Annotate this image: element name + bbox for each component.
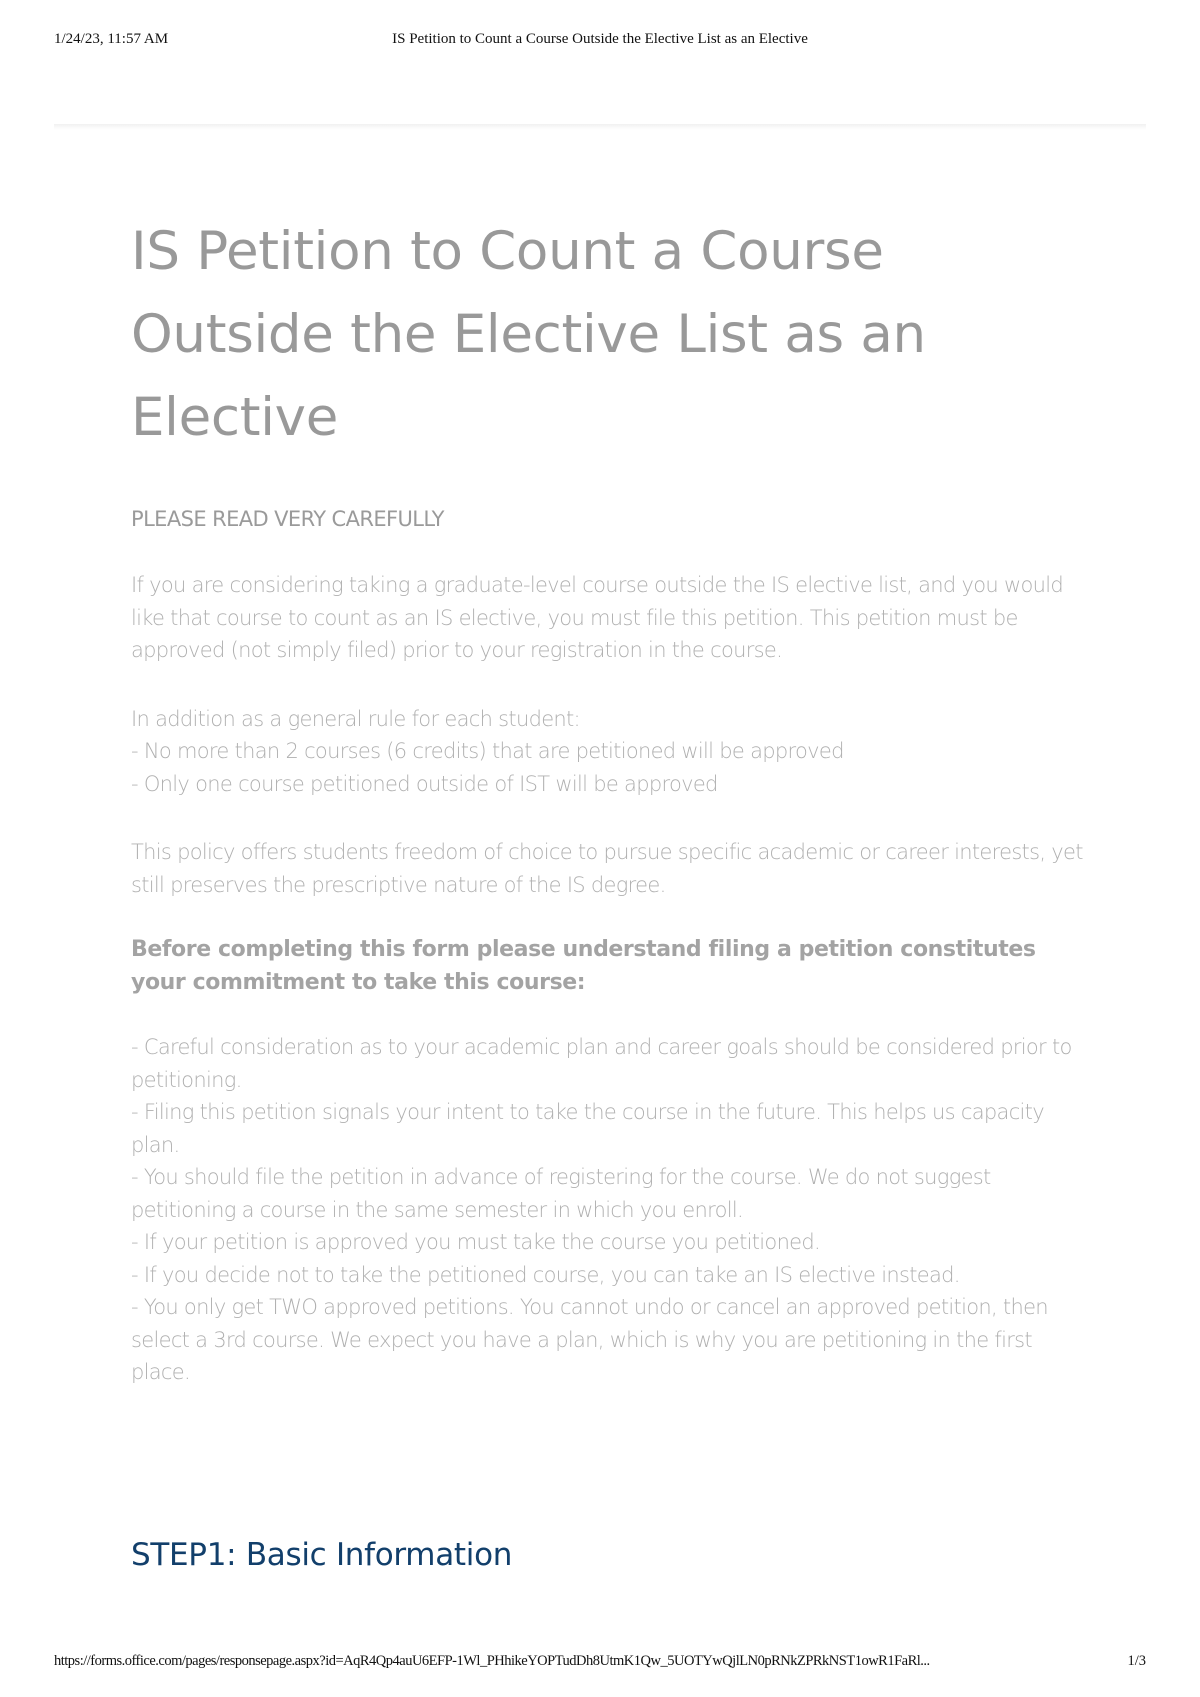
rule-item: - Only one course petitioned outside of IST will be approved xyxy=(131,771,718,796)
rule-item: - No more than 2 courses (6 credits) that are petitioned will be approved xyxy=(131,739,844,763)
form-content xyxy=(131,210,1091,1389)
page-url: https://forms.office.com/pages/responsepage.aspx?id=AqR4Qp4auU6EFP-1Wl_PHhikeYOPTudDh8UtmK1Qw_5UOTYwQjlLN0pRNkZPRkNST1owR1FaRl... xyxy=(54,1653,930,1669)
page-number: 1/3 xyxy=(1127,1653,1146,1669)
commitment-item: - Careful consideration as to your academic plan and career goals should be considered prior to petitioning. xyxy=(131,1035,1072,1092)
commitment-item: - You only get TWO approved petitions. You cannot undo or cancel an approved petition, then select a 3rd course. We expect you have a plan, which is why you are petitioning in the first place. xyxy=(131,1295,1048,1384)
print-document-title: IS Petition to Count a Course Outside the Elective List as an Elective xyxy=(392,31,808,47)
commitment-list xyxy=(131,1031,1091,1389)
rules-lead: In addition as a general rule for each student: xyxy=(131,706,580,731)
commitment-item: - If you decide not to take the petitioned course, you can take an IS elective instead. xyxy=(131,1262,960,1287)
print-header xyxy=(54,31,1146,51)
policy-paragraph: This policy offers students freedom of choice to pursue specific academic or career interests, yet still preserves the prescriptive nature of the IS degree. xyxy=(131,840,1083,897)
commitment-heading: Before completing this form please understand filing a petition constitutes your commitment to take this course: xyxy=(131,937,1036,995)
print-datetime: 1/24/23, 11:57 AM xyxy=(54,31,169,47)
rules-block xyxy=(131,703,1091,801)
commitment-item: - If your petition is approved you must take the course you petitioned. xyxy=(131,1230,821,1254)
notice-heading: PLEASE READ VERY CAREFULLY xyxy=(131,507,444,531)
print-footer xyxy=(54,1653,1146,1673)
form-title: IS Petition to Count a Course Outside the Elective List as an Elective xyxy=(131,221,926,448)
intro-paragraph: If you are considering taking a graduate-level course outside the IS elective list, and you would like that course to count as an IS elective, you must file this petition. This petition must be approved (not simply filed) prior to your registration in the course. xyxy=(131,573,1063,662)
header-divider xyxy=(54,124,1146,130)
commitment-item: - Filing this petition signals your intent to take the course in the future. This helps us capacity plan. xyxy=(131,1100,1044,1157)
commitment-item: - You should file the petition in advance of registering for the course. We do not suggest petitioning a course in the same semester in which you enroll. xyxy=(131,1165,991,1222)
step1-heading: STEP1: Basic Information xyxy=(131,1537,513,1573)
